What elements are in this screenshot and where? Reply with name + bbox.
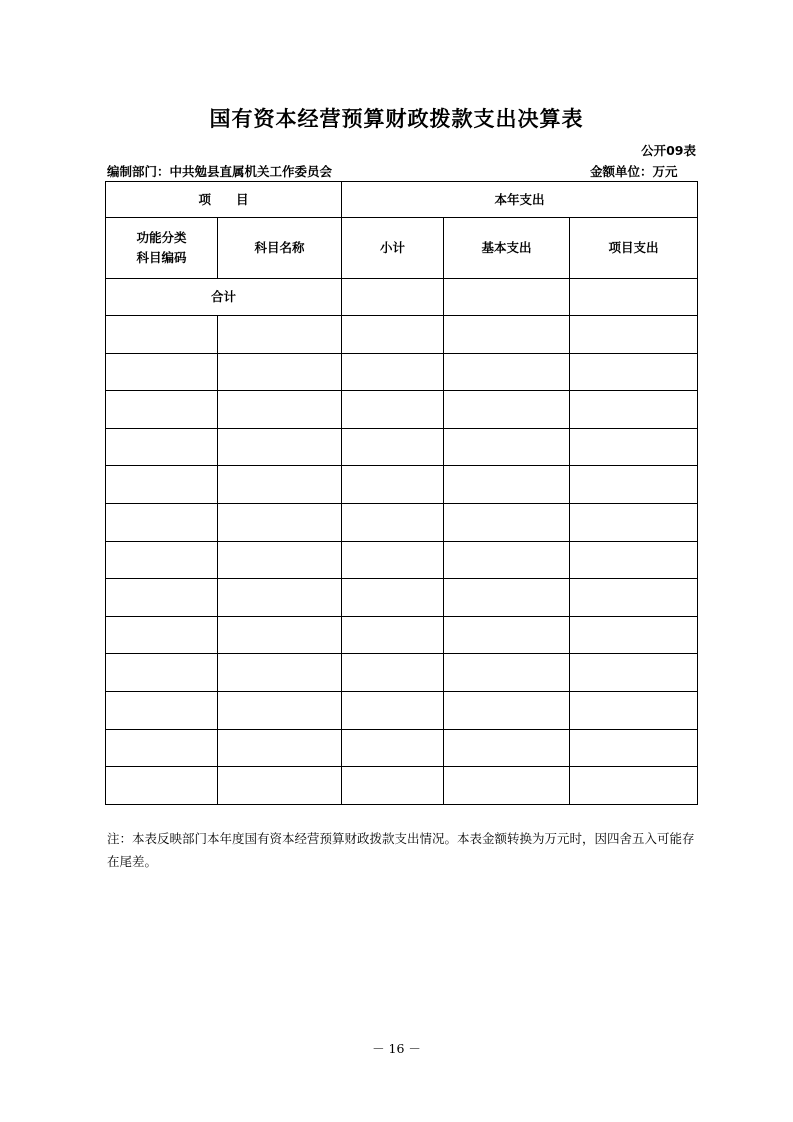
cell-basic [444,729,570,767]
cell-name [218,767,342,805]
cell-subtotal [342,767,444,805]
col-header-project: 项目支出 [570,218,698,279]
cell-subtotal [342,616,444,654]
cell-name [218,541,342,579]
total-basic-cell [444,279,570,316]
table-row [106,616,698,654]
form-number: 公开09表 [641,143,696,158]
cell-code [106,654,218,692]
cell-project [570,391,698,429]
cell-project [570,503,698,541]
cell-project [570,316,698,354]
cell-code [106,503,218,541]
cell-name [218,654,342,692]
cell-subtotal [342,428,444,466]
cell-subtotal [342,466,444,504]
header-expense-cell: 本年支出 [342,182,698,218]
col-header-code: 功能分类 科目编码 [106,218,218,279]
table-row [106,391,698,429]
cell-project [570,654,698,692]
cell-code [106,541,218,579]
cell-basic [444,503,570,541]
table-row [106,729,698,767]
cell-basic [444,353,570,391]
cell-basic [444,391,570,429]
cell-basic [444,579,570,617]
cell-name [218,391,342,429]
header-item-cell: 项 目 [106,182,342,218]
cell-subtotal [342,316,444,354]
footnote: 注：本表反映部门本年度国有资本经营预算财政拨款支出情况。本表金额转换为万元时，因四舍五入可能存在尾差。 [107,831,695,869]
table-row [106,579,698,617]
cell-name [218,579,342,617]
cell-code [106,391,218,429]
col-header-basic: 基本支出 [444,218,570,279]
table-row [106,691,698,729]
page-number: － 16 － [372,1041,421,1056]
table-row [106,503,698,541]
expenditure-table [105,181,698,805]
cell-subtotal [342,691,444,729]
cell-code [106,316,218,354]
cell-name [218,466,342,504]
cell-code [106,353,218,391]
cell-basic [444,691,570,729]
cell-project [570,466,698,504]
table-row [106,428,698,466]
cell-name [218,353,342,391]
total-project-cell [570,279,698,316]
table-row [106,654,698,692]
total-label-cell: 合计 [106,279,342,316]
col-header-subtotal: 小计 [342,218,444,279]
table-row [106,353,698,391]
cell-subtotal [342,654,444,692]
table-row [106,541,698,579]
cell-project [570,579,698,617]
total-subtotal-cell [342,279,444,316]
cell-basic [444,767,570,805]
header-row-1 [106,182,698,218]
cell-project [570,353,698,391]
cell-subtotal [342,579,444,617]
cell-project [570,691,698,729]
cell-project [570,541,698,579]
amount-unit-label: 金额单位：万元 [590,164,678,179]
table-row [106,316,698,354]
cell-subtotal [342,353,444,391]
cell-name [218,691,342,729]
cell-subtotal [342,541,444,579]
cell-basic [444,654,570,692]
header-row-2 [106,218,698,279]
cell-project [570,616,698,654]
cell-name [218,616,342,654]
cell-basic [444,466,570,504]
cell-project [570,729,698,767]
cell-subtotal [342,729,444,767]
cell-name [218,729,342,767]
cell-code [106,579,218,617]
cell-code [106,729,218,767]
cell-code [106,466,218,504]
cell-code [106,691,218,729]
cell-basic [444,616,570,654]
cell-project [570,767,698,805]
cell-name [218,503,342,541]
table-row [106,767,698,805]
cell-subtotal [342,503,444,541]
cell-code [106,428,218,466]
total-row [106,279,698,316]
page-title: 国有资本经营预算财政拨款支出决算表 [209,107,584,131]
cell-basic [444,316,570,354]
cell-basic [444,541,570,579]
cell-name [218,316,342,354]
cell-code [106,767,218,805]
cell-project [570,428,698,466]
cell-subtotal [342,391,444,429]
cell-basic [444,428,570,466]
col-header-name: 科目名称 [218,218,342,279]
cell-code [106,616,218,654]
cell-name [218,428,342,466]
table-row [106,466,698,504]
department-label: 编制部门：中共勉县直属机关工作委员会 [107,164,333,179]
